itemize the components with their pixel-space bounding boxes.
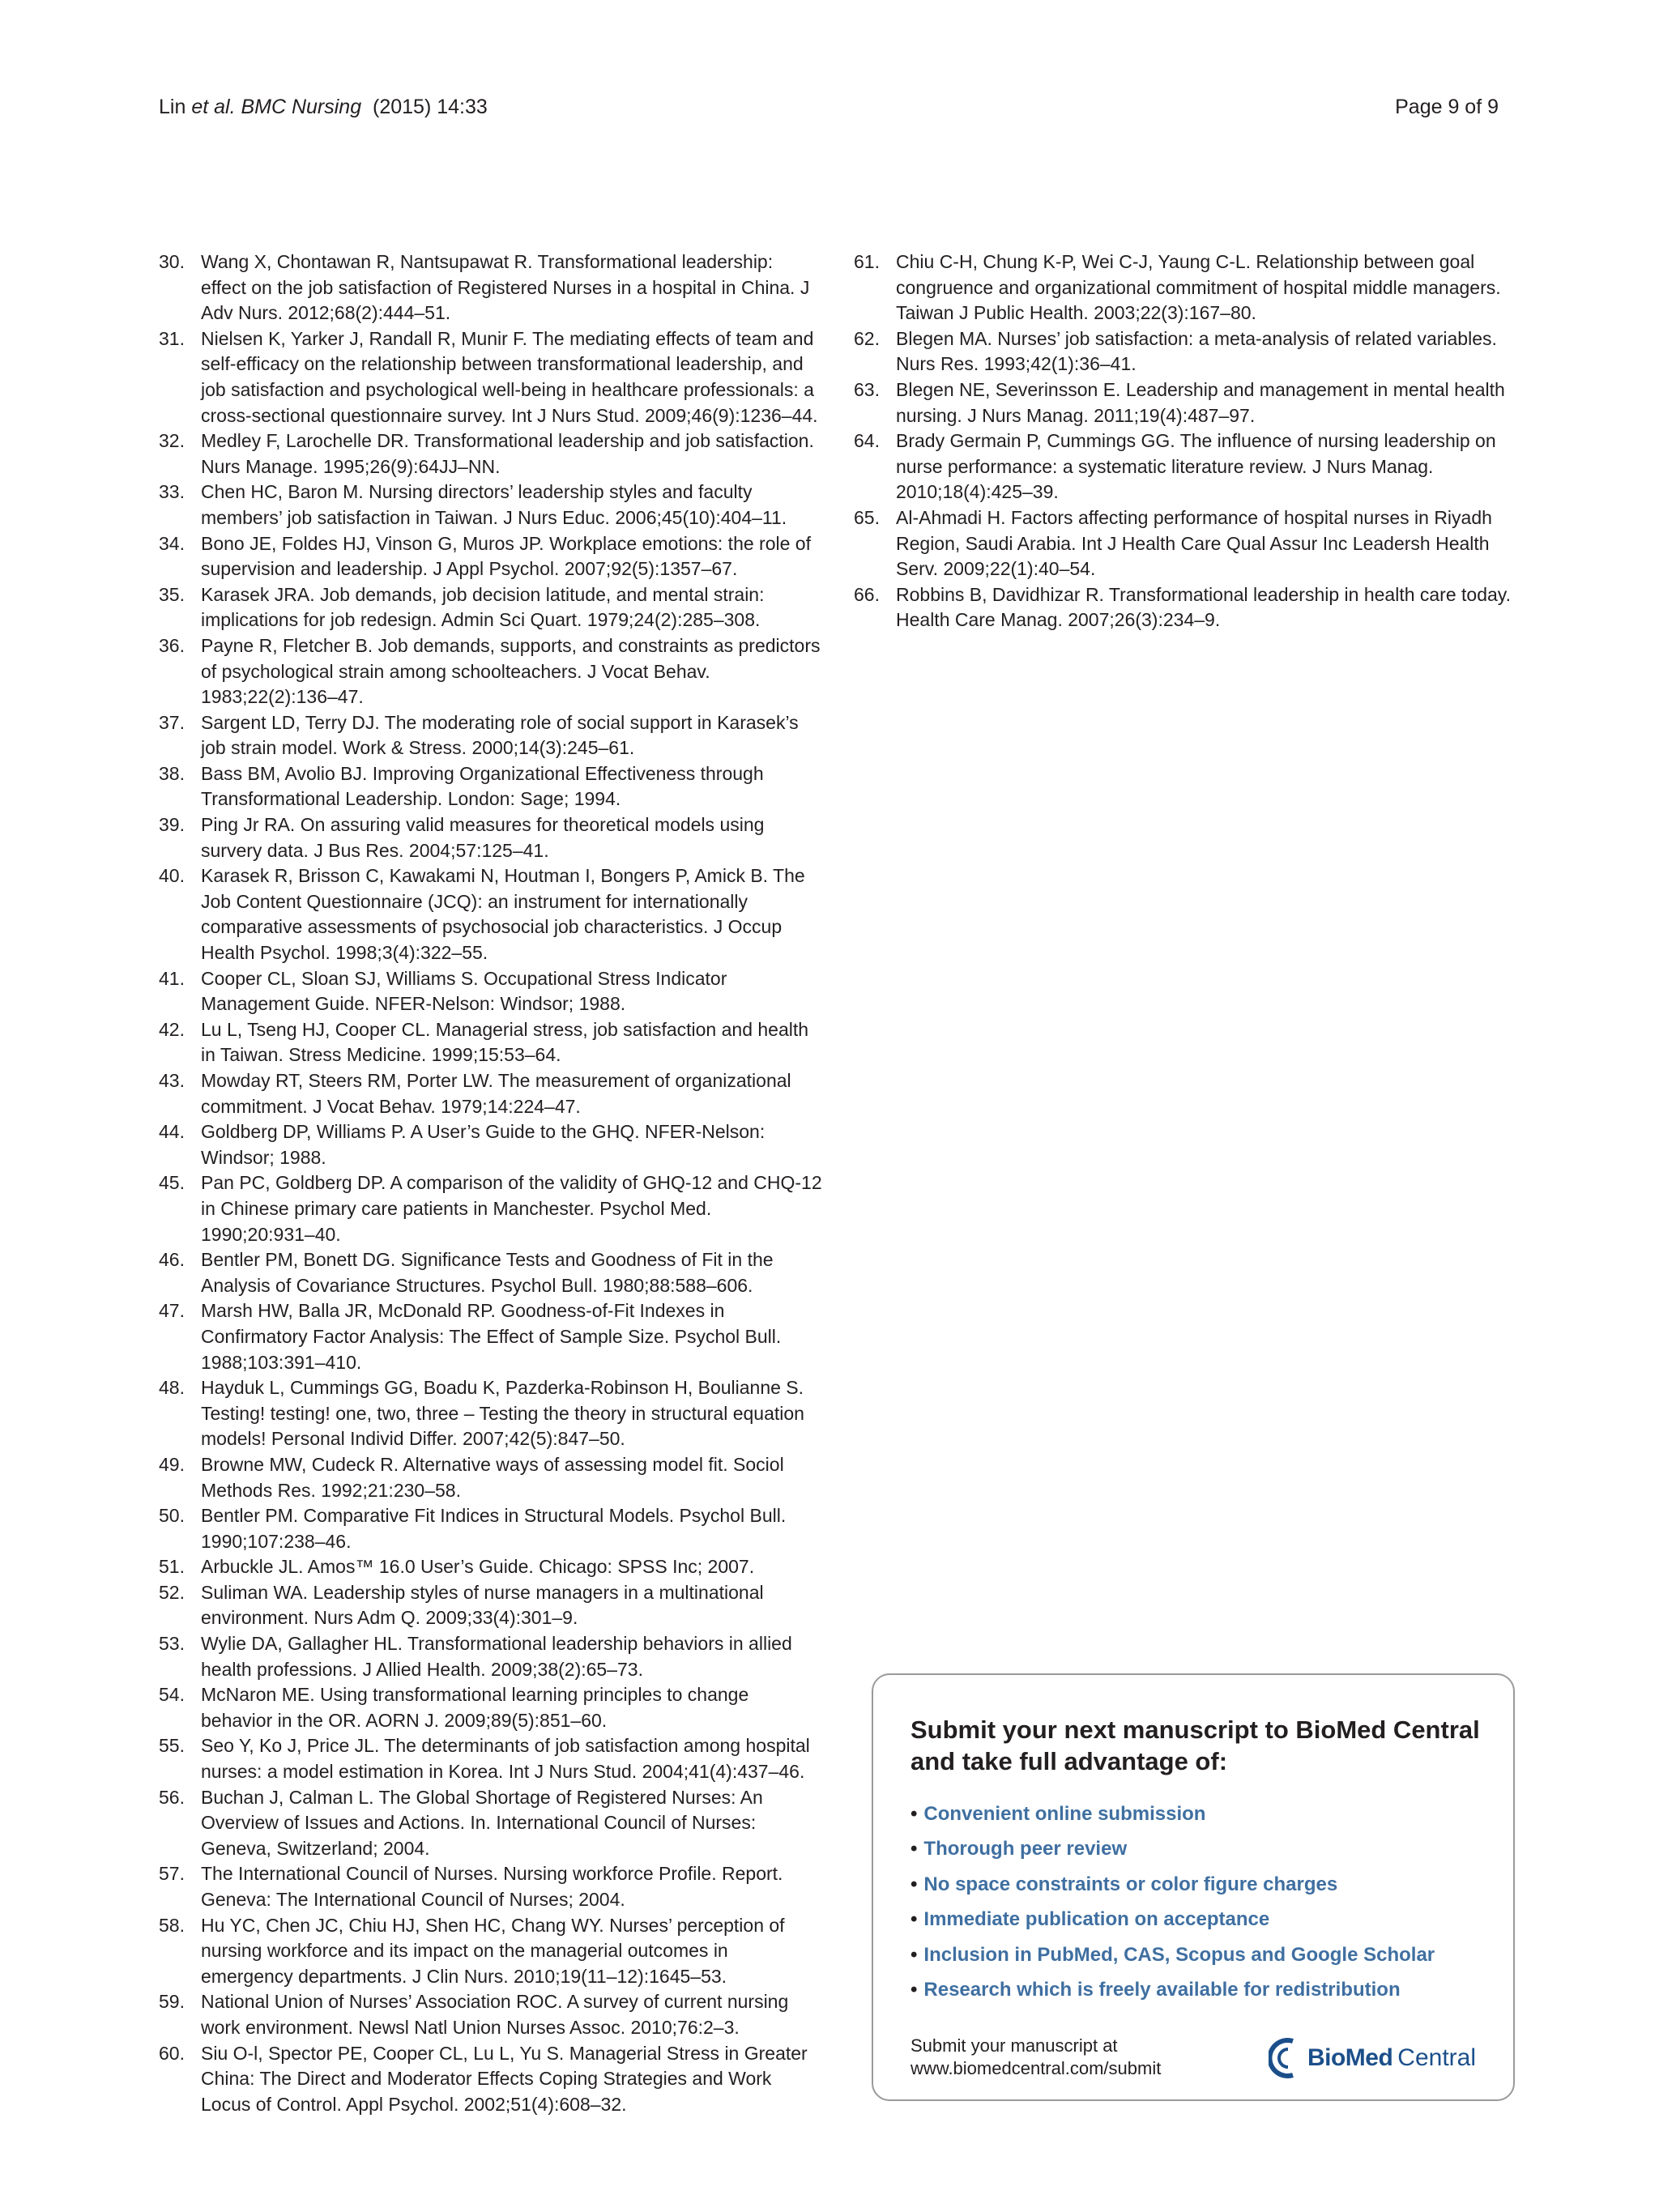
- reference-number: 63.: [854, 378, 880, 400]
- reference-item: [854, 582, 1518, 633]
- submit-manuscript-text: [911, 2035, 1161, 2080]
- reference-text: Cooper CL, Sloan SJ, Williams S. Occupational Stress Indicator Management Guide. NFER-Nelson: Windsor; 1988.: [201, 967, 727, 1015]
- reference-text: Karasek JRA. Job demands, job decision latitude, and mental strain: implications for job redesign. Admin Sci Quart. 1979;24(2):285–308.: [201, 583, 765, 631]
- reference-text: Lu L, Tseng HJ, Cooper CL. Managerial stress, job satisfaction and health in Taiwan. Stress Medicine. 1999;15:53–64.: [201, 1018, 809, 1066]
- logo-biomed: BioMed: [1307, 2044, 1393, 2071]
- reference-item: [159, 1989, 823, 2040]
- reference-item: [159, 1247, 823, 1298]
- reference-item: [159, 531, 823, 582]
- running-head-citation: (2015) 14:33: [373, 96, 488, 118]
- reference-number: 36.: [159, 634, 185, 656]
- reference-text: Siu O-l, Spector PE, Cooper CL, Lu L, Yu S. Managerial Stress in Greater China: The Direct and Moderator Effects Coping Strategies and Work Locus of Control. Appl Psychol. 2002;51(4):608–32.: [201, 2042, 808, 2115]
- reference-item: [159, 582, 823, 633]
- promo-benefit-item: [911, 1937, 1435, 1972]
- reference-item: [159, 1170, 823, 1247]
- reference-number: 30.: [159, 251, 185, 272]
- reference-number: 59.: [159, 1991, 185, 2013]
- reference-text: Suliman WA. Leadership styles of nurse managers in a multinational environment. Nurs Adm Q. 2009;33(4):301–9.: [201, 1581, 764, 1629]
- reference-item: [159, 1017, 823, 1068]
- reference-number: 47.: [159, 1300, 185, 1322]
- reference-number: 44.: [159, 1121, 185, 1143]
- reference-text: Robbins B, Davidhizar R. Transformational leadership in health care today. Health Care Manag. 2007;26(3):234–9.: [896, 583, 1511, 631]
- reference-item: [854, 428, 1518, 505]
- reference-text: Hayduk L, Cummings GG, Boadu K, Pazderka-Robinson H, Boulianne S. Testing! testing! one, two, three – Testing the theory in structural equation models! Personal Individ Differ. 2007;42(5):847–50.: [201, 1377, 804, 1450]
- reference-item: [159, 966, 823, 1017]
- submit-line: Submit your manuscript at: [911, 2035, 1118, 2056]
- reference-text: Bono JE, Foldes HJ, Vinson G, Muros JP. Workplace emotions: the role of supervision and leadership. J Appl Psychol. 2007;92(5):1357–67.: [201, 532, 811, 580]
- reference-number: 43.: [159, 1070, 185, 1091]
- biomed-central-promo-box: [872, 1673, 1515, 2101]
- references-right-column: [854, 249, 1518, 633]
- page-number: Page 9 of 9: [1395, 96, 1499, 118]
- reference-text: Hu YC, Chen JC, Chiu HJ, Shen HC, Chang WY. Nurses’ perception of nursing workforce and its impact on the managerial outcomes in emergency departments. J Clin Nurs. 2010;19(11–12):1645–53.: [201, 1914, 785, 1987]
- reference-item: [159, 1452, 823, 1503]
- reference-item: [159, 1631, 823, 1682]
- reference-number: 52.: [159, 1581, 185, 1603]
- reference-number: 42.: [159, 1018, 185, 1040]
- reference-number: 37.: [159, 711, 185, 733]
- reference-item: [159, 1733, 823, 1784]
- reference-number: 32.: [159, 430, 185, 452]
- reference-text: The International Council of Nurses. Nursing workforce Profile. Report. Geneva: The International Council of Nurses; 2004.: [201, 1863, 783, 1910]
- logo-central: Central: [1397, 2044, 1476, 2071]
- reference-text: McNaron ME. Using transformational learning principles to change behavior in the OR. AORN J. 2009;89(5):851–60.: [201, 1684, 749, 1731]
- reference-number: 35.: [159, 583, 185, 605]
- promo-benefit-item: [911, 1831, 1435, 1866]
- reference-text: Chen HC, Baron M. Nursing directors’ leadership styles and faculty members’ job satisfaction in Taiwan. J Nurs Educ. 2006;45(10):404–11.: [201, 481, 787, 528]
- reference-text: Ping Jr RA. On assuring valid measures for theoretical models using survery data. J Bus Res. 2004;57:125–41.: [201, 814, 765, 861]
- bullet-icon: •: [911, 1803, 918, 1825]
- reference-item: [159, 1682, 823, 1733]
- reference-number: 31.: [159, 327, 185, 349]
- promo-benefit-item: [911, 1867, 1435, 1902]
- promo-benefit-text: Research which is freely available for redistribution: [923, 1979, 1401, 2001]
- bullet-icon: •: [911, 1908, 918, 1931]
- reference-number: 49.: [159, 1453, 185, 1475]
- promo-benefit-text: Convenient online submission: [923, 1803, 1206, 1825]
- reference-number: 51.: [159, 1556, 185, 1578]
- reference-item: [159, 1298, 823, 1375]
- reference-number: 38.: [159, 762, 185, 784]
- reference-number: 61.: [854, 251, 880, 272]
- biomed-central-logo-icon: [1269, 2038, 1304, 2078]
- reference-item: [159, 633, 823, 710]
- reference-item: [159, 1503, 823, 1554]
- reference-number: 65.: [854, 506, 880, 528]
- biomed-central-logo: [1269, 2038, 1476, 2078]
- reference-item: [159, 1119, 823, 1170]
- promo-title: Submit your next manuscript to BioMed Central and take full advantage of:: [911, 1715, 1480, 1775]
- reference-text: Wang X, Chontawan R, Nantsupawat R. Transformational leadership: effect on the job satisfaction of Registered Nurses in a hospital in China. J Adv Nurs. 2012;68(2):444–51.: [201, 251, 810, 324]
- reference-text: Marsh HW, Balla JR, McDonald RP. Goodness-of-Fit Indexes in Confirmatory Factor Analysis: The Effect of Sample Size. Psychol Bull. 1988;103:391–410.: [201, 1300, 782, 1373]
- reference-item: [854, 326, 1518, 377]
- reference-text: Seo Y, Ko J, Price JL. The determinants of job satisfaction among hospital nurses: a model estimation in Korea. Int J Nurs Stud. 2004;41(4):437–46.: [201, 1735, 810, 1783]
- reference-number: 64.: [854, 430, 880, 452]
- references-left-column: [159, 249, 823, 2117]
- reference-text: Browne MW, Cudeck R. Alternative ways of assessing model fit. Sociol Methods Res. 1992;21:230–58.: [201, 1453, 784, 1501]
- reference-item: [854, 505, 1518, 582]
- reference-text: Wylie DA, Gallagher HL. Transformational leadership behaviors in allied health professions. J Allied Health. 2009;38(2):65–73.: [201, 1633, 792, 1680]
- reference-number: 62.: [854, 327, 880, 349]
- reference-text: Goldberg DP, Williams P. A User’s Guide to the GHQ. NFER-Nelson: Windsor; 1988.: [201, 1121, 766, 1168]
- reference-item: [159, 863, 823, 965]
- reference-number: 53.: [159, 1633, 185, 1655]
- reference-item: [159, 1554, 823, 1580]
- promo-benefit-item: [911, 1902, 1435, 1937]
- reference-number: 45.: [159, 1172, 185, 1194]
- promo-benefit-text: No space constraints or color figure charges: [923, 1873, 1338, 1895]
- reference-number: 39.: [159, 814, 185, 836]
- reference-number: 55.: [159, 1735, 185, 1757]
- running-head-journal: et al. BMC Nursing: [191, 96, 362, 118]
- bullet-icon: •: [911, 1943, 918, 1966]
- promo-benefit-text: Immediate publication on acceptance: [923, 1908, 1270, 1931]
- reference-text: Karasek R, Brisson C, Kawakami N, Houtman I, Bongers P, Amick B. The Job Content Questionnaire (JCQ): an instrument for internationally comparative assessments of psychosocial job characteristics. J Occup Health Psychol. 1998;3(4):322–55.: [201, 865, 805, 964]
- reference-text: Medley F, Larochelle DR. Transformational leadership and job satisfaction. Nurs Manage. 1995;26(9):64JJ–NN.: [201, 430, 814, 477]
- reference-number: 50.: [159, 1505, 185, 1527]
- reference-item: [159, 2041, 823, 2118]
- reference-text: Mowday RT, Steers RM, Porter LW. The measurement of organizational commitment. J Vocat Behav. 1979;14:224–47.: [201, 1070, 791, 1117]
- reference-text: Payne R, Fletcher B. Job demands, supports, and constraints as predictors of psychological strain among schoolteachers. J Vocat Behav. 1983;22(2):136–47.: [201, 634, 821, 708]
- page-header: [159, 91, 1499, 123]
- reference-text: Blegen NE, Severinsson E. Leadership and management in mental health nursing. J Nurs Manag. 2011;19(4):487–97.: [896, 378, 1505, 426]
- promo-benefit-text: Inclusion in PubMed, CAS, Scopus and Google Scholar: [923, 1943, 1435, 1966]
- running-head: [159, 91, 488, 123]
- reference-number: 41.: [159, 967, 185, 989]
- reference-item: [854, 249, 1518, 326]
- reference-text: Chiu C-H, Chung K-P, Wei C-J, Yaung C-L. Relationship between goal congruence and organizational commitment of hospital middle managers. Taiwan J Public Health. 2003;22(3):167–80.: [896, 251, 1501, 324]
- reference-item: [159, 428, 823, 479]
- reference-text: Pan PC, Goldberg DP. A comparison of the validity of GHQ-12 and CHQ-12 in Chinese primary care patients in Manchester. Psychol Med. 1990;20:931–40.: [201, 1172, 822, 1245]
- reference-item: [159, 1580, 823, 1631]
- reference-number: 48.: [159, 1377, 185, 1399]
- reference-number: 40.: [159, 865, 185, 887]
- reference-text: Nielsen K, Yarker J, Randall R, Munir F. The mediating effects of team and self-efficacy on the relationship between transformational leadership, and job satisfaction and psychological well-being in healthcare professionals: a cross-sectional questionnaire survey. Int J Nurs Stud. 2009;46(9):1236–44.: [201, 327, 818, 426]
- reference-number: 56.: [159, 1786, 185, 1808]
- promo-benefits-list: [911, 1796, 1435, 2007]
- reference-item: [159, 326, 823, 428]
- bullet-icon: •: [911, 1979, 918, 2001]
- running-head-author: Lin: [159, 96, 192, 118]
- reference-item: [159, 761, 823, 812]
- reference-item: [159, 1785, 823, 1862]
- reference-item: [159, 1861, 823, 1912]
- promo-benefit-item: [911, 1796, 1435, 1831]
- bullet-icon: •: [911, 1838, 918, 1860]
- reference-item: [159, 812, 823, 863]
- reference-text: Sargent LD, Terry DJ. The moderating role of social support in Karasek’s job strain model. Work & Stress. 2000;14(3):245–61.: [201, 711, 799, 759]
- reference-text: Bentler PM. Comparative Fit Indices in Structural Models. Psychol Bull. 1990;107:238–46.: [201, 1505, 787, 1552]
- reference-number: 58.: [159, 1914, 185, 1936]
- submit-url-link[interactable]: www.biomedcentral.com/submit: [911, 2058, 1162, 2078]
- reference-number: 57.: [159, 1863, 185, 1885]
- reference-text: National Union of Nurses’ Association ROC. A survey of current nursing work environment. Newsl Natl Union Nurses Assoc. 2010;76:2–3.: [201, 1991, 789, 2038]
- promo-benefit-text: Thorough peer review: [923, 1838, 1128, 1860]
- reference-text: Bass BM, Avolio BJ. Improving Organizational Effectiveness through Transformational Leadership. London: Sage; 1994.: [201, 762, 764, 810]
- reference-number: 46.: [159, 1249, 185, 1271]
- reference-item: [159, 249, 823, 326]
- reference-text: Al-Ahmadi H. Factors affecting performance of hospital nurses in Riyadh Region, Saudi Arabia. Int J Health Care Qual Assur Inc Leadersh Health Serv. 2009;22(1):40–54.: [896, 506, 1492, 580]
- reference-number: 66.: [854, 583, 880, 605]
- reference-number: 33.: [159, 481, 185, 503]
- reference-text: Buchan J, Calman L. The Global Shortage of Registered Nurses: An Overview of Issues and Actions. In. International Council of Nurses: Geneva, Switzerland; 2004.: [201, 1786, 763, 1859]
- reference-number: 54.: [159, 1684, 185, 1706]
- reference-text: Blegen MA. Nurses’ job satisfaction: a meta-analysis of related variables. Nurs Res. 1993;42(1):36–41.: [896, 327, 1497, 375]
- reference-item: [854, 377, 1518, 428]
- reference-item: [159, 479, 823, 531]
- reference-number: 34.: [159, 532, 185, 554]
- promo-benefit-item: [911, 1972, 1435, 2007]
- reference-text: Bentler PM, Bonett DG. Significance Tests and Goodness of Fit in the Analysis of Covariance Structures. Psychol Bull. 1980;88:588–606.: [201, 1249, 774, 1296]
- reference-item: [159, 710, 823, 761]
- reference-text: Arbuckle JL. Amos™ 16.0 User’s Guide. Chicago: SPSS Inc; 2007.: [201, 1556, 755, 1578]
- reference-text: Brady Germain P, Cummings GG. The influence of nursing leadership on nurse performance: a systematic literature review. J Nurs Manag. 2010;18(4):425–39.: [896, 430, 1496, 503]
- bullet-icon: •: [911, 1873, 918, 1895]
- reference-item: [159, 1068, 823, 1119]
- reference-item: [159, 1913, 823, 1990]
- reference-item: [159, 1375, 823, 1452]
- reference-number: 60.: [159, 2042, 185, 2064]
